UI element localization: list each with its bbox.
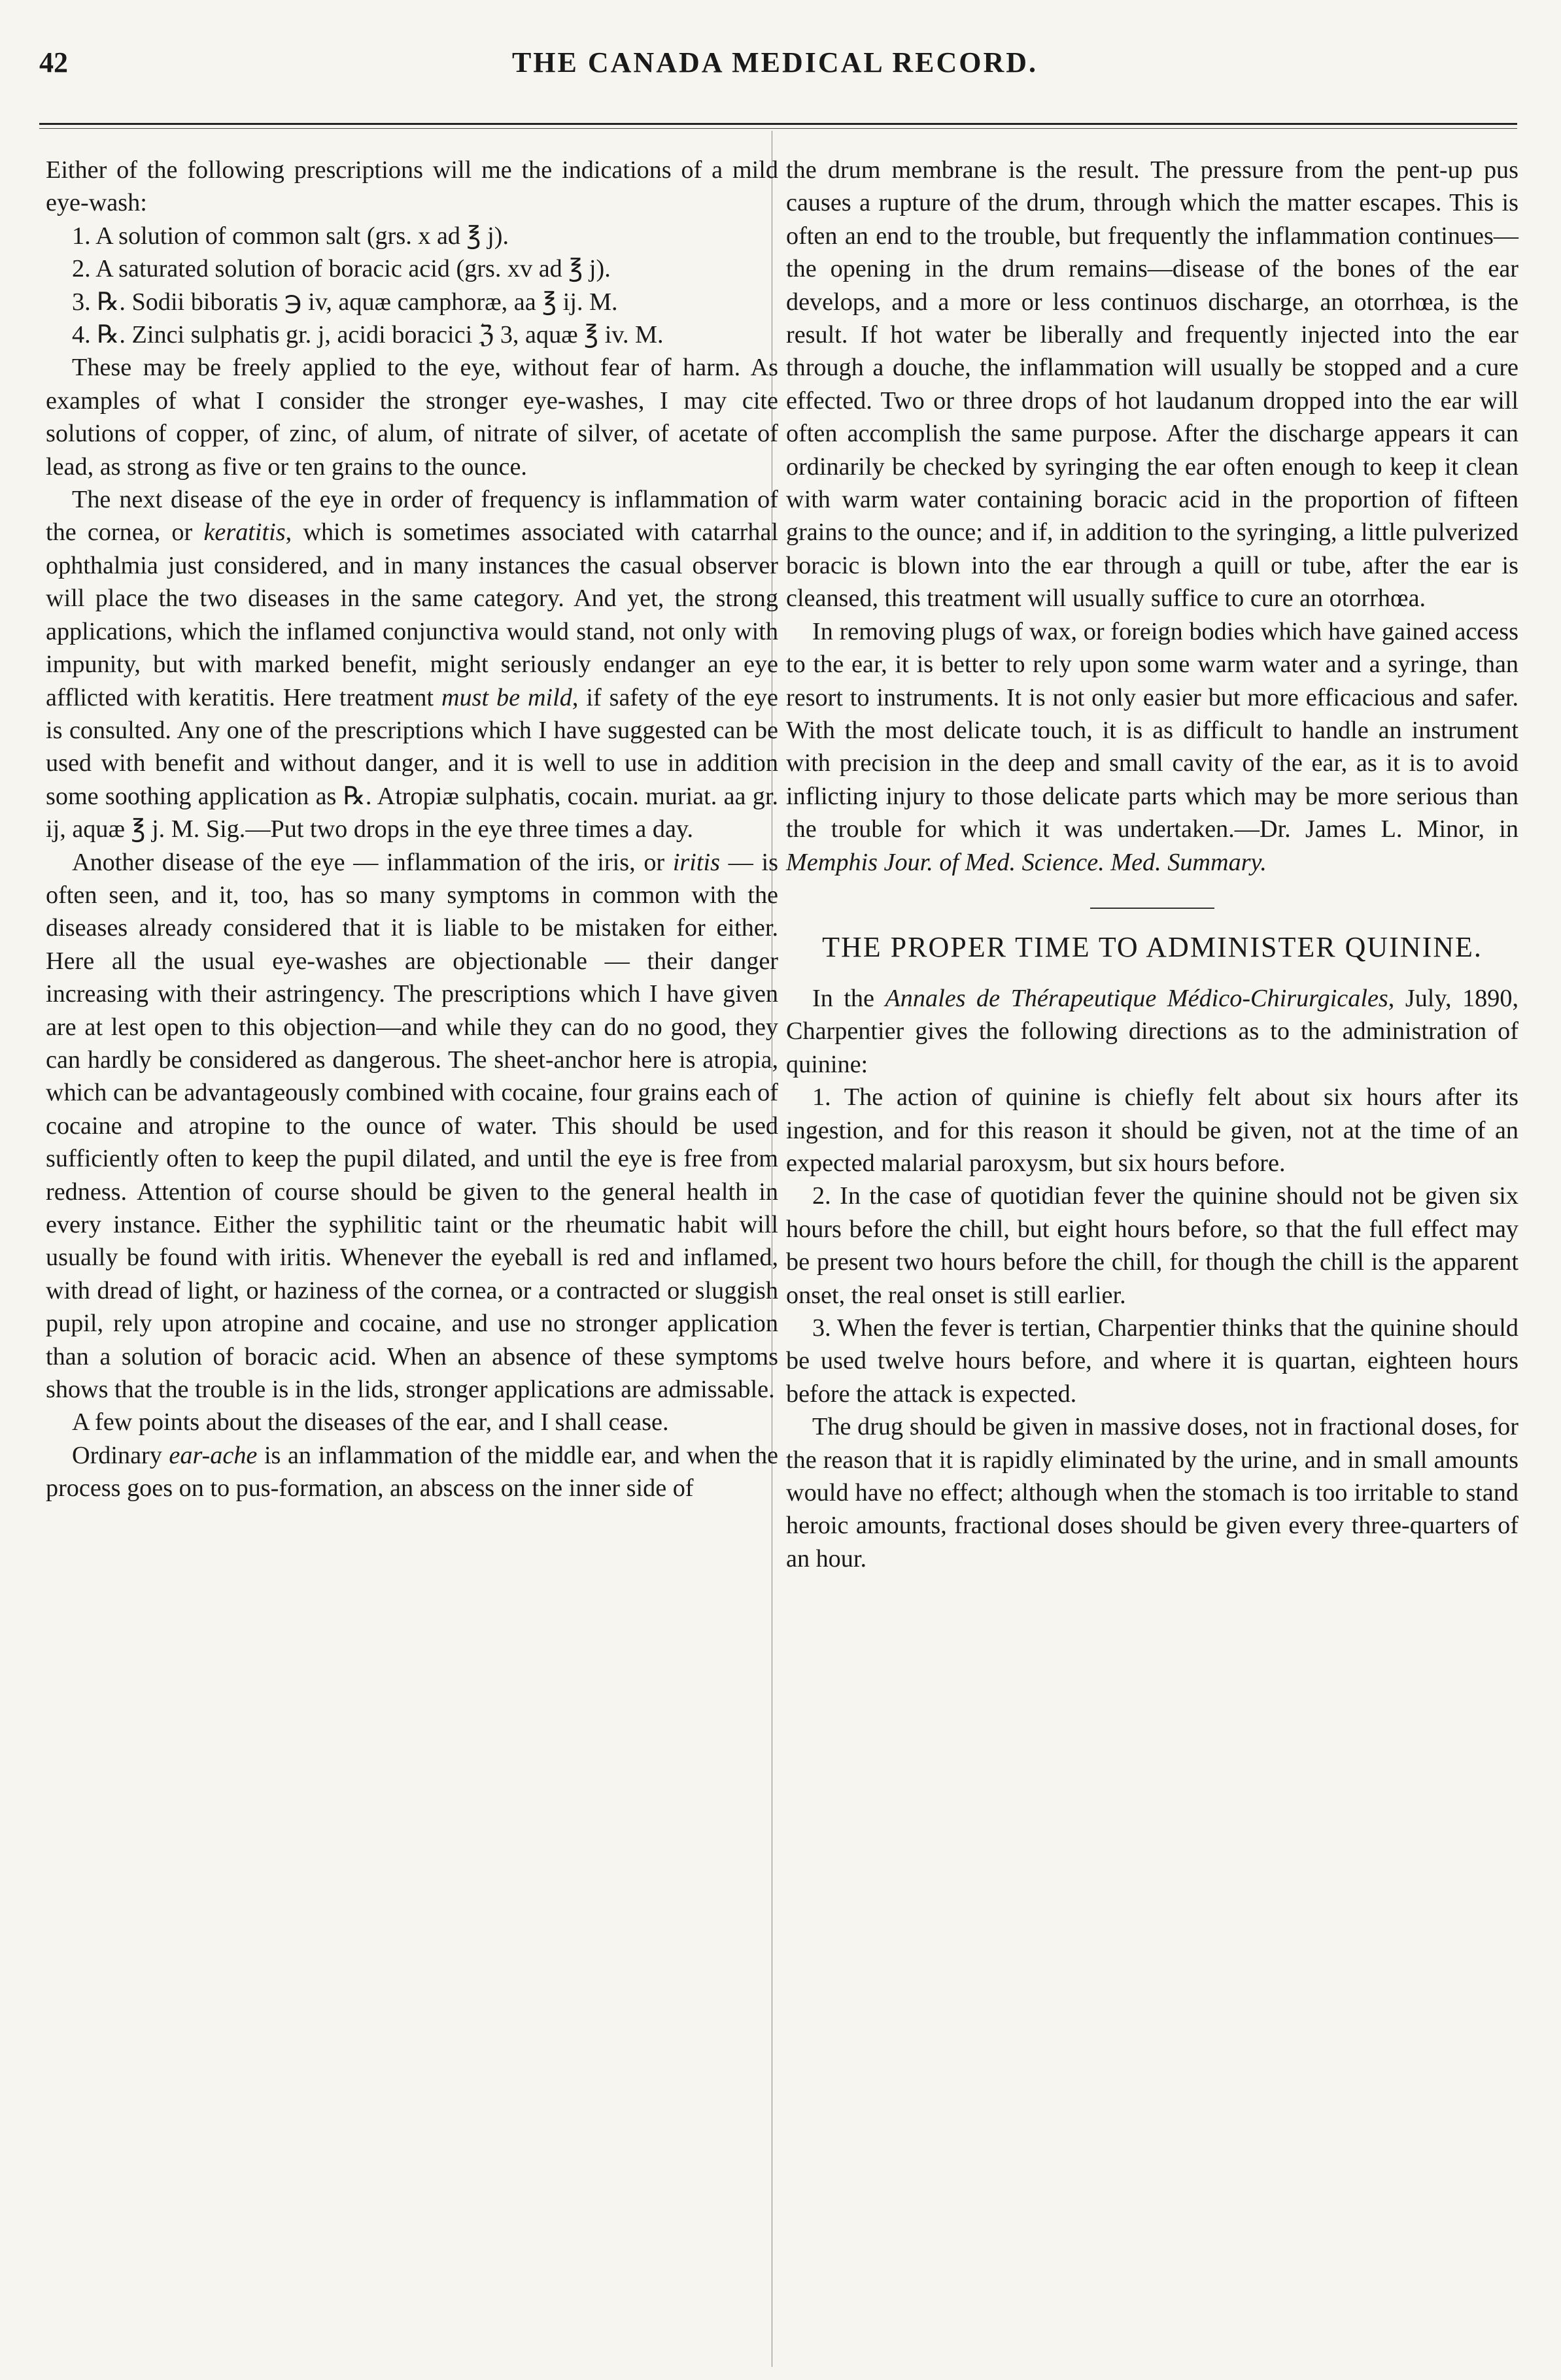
page-header [39, 46, 1511, 85]
paragraph: A few points about the diseases of the ear, and I shall cease. [72, 1408, 669, 1436]
term-iritis: iritis [672, 848, 720, 876]
article-title: THE PROPER TIME TO ADMINISTER QUININE. [822, 930, 1483, 963]
paragraph-wax: In removing plugs of wax, or foreign bodies which have gained access to the ear, it is better to rely upon some warm water and a syringe, than resort to instruments. It is not only easier but more efficacious and safer. With the most delicate touch, it is as difficult to handle an instrument with precision in the deep and small cavity of the ear, as it is to avoid inflicting injury to those delicate parts which may be more serious than the trouble for which it was undertaken.—Dr. James L. Minor, in Memphis Jour. of Med. Science. Med. Summary. [786, 617, 1518, 876]
header-rule [39, 123, 1517, 125]
emphasis-must-be-mild: must be mild [441, 683, 572, 711]
right-column [786, 154, 1518, 1575]
prescription-item: 2. A saturated solution of boracic acid (grs. xv ad ℥ j). [72, 255, 611, 283]
term-ear-ache: ear-ache [169, 1441, 258, 1469]
paragraph: The drug should be given in massive doses, not in fractional doses, for the reason that it is rapidly eliminated by the urine, and in small amounts would have no effect; although when the stomach is too irritable to stand heroic amounts, fractional doses should be given every three-quarters of an hour. [786, 1413, 1518, 1572]
list-item: 2. In the case of quotidian fever the quinine should not be given six hours before the chill, but eight hours before, so that the full effect may be present two hours before the chill, for though the chill is the apparent onset, the real onset is still earlier. [786, 1182, 1518, 1309]
prescription-item: 4. ℞. Zinci sulphatis gr. j, acidi boracici ℨ 3, aquæ ℥ iv. M. [72, 321, 664, 349]
section-divider [1090, 908, 1214, 909]
paragraph-iritis: Another disease of the eye — inflammation of the iris, or iritis — is often seen, and it, too, has so many symptoms in common with the diseases already considered that it is liable to be mistaken for either. Here all the usual eye-washes are objectionable — their danger increasing with their astringency. The prescriptions which I have given are at lest open to this objection—and while they can do no good, they can hardly be considered as dangerous. The sheet-anchor here is atropia, which can be advantageously combined with cocaine, four grains each of cocaine and atropine to the ounce of water. This should be used sufficiently often to keep the pupil dilated, and until the eye is free from redness. Attention of course should be given to the general health in every instance. Either the syphilitic taint or the rheumatic habit will usually be found with iritis. Whenever the eyeball is red and inflamed, with dread of light, or haziness of the cornea, or a contracted or sluggish pupil, rely upon atropine and cocaine, and use no stronger application than a solution of boracic acid. When an absence of these symptoms shows that the trouble is in the lids, stronger applications are admissable. [46, 848, 778, 1404]
list-item: 3. When the fever is tertian, Charpentier thinks that the quinine should be used twelve hours before, and where it is quartan, eighteen hours before the attack is expected. [786, 1314, 1518, 1408]
journal-name: Annales de Thérapeutique Médico-Chirurgicales [885, 984, 1388, 1012]
paragraph: These may be freely applied to the eye, without fear of harm. As examples of what I consider the stronger eye-washes, I may cite solutions of copper, of zinc, of alum, of nitrate of silver, of acetate of lead, as strong as five or ten grains to the ounce. [46, 354, 778, 481]
prescription-item: 3. ℞. Sodii biboratis ℈ iv, aquæ camphoræ, aa ℥ ij. M. [72, 288, 618, 316]
paragraph: Either of the following prescriptions will me the indications of a mild eye-wash: [46, 156, 778, 217]
paragraph-ear-ache: Ordinary ear-ache is an inflammation of the middle ear, and when the process goes on to pus-formation, an abscess on the inner side of [46, 1441, 778, 1503]
list-item: 1. The action of quinine is chiefly felt about six hours after its ingestion, and for this reason it should be given, not at the time of an expected malarial paroxysm, but six hours before. [786, 1083, 1518, 1177]
term-keratitis: keratitis [203, 518, 286, 547]
paragraph-keratitis: The next disease of the eye in order of frequency is inflammation of the cornea, or keratitis, which is sometimes associated with catarrhal ophthalmia just considered, and in many instances the casual observer will place the two diseases in the same category. And yet, the strong applications, which the inflamed conjunctiva would stand, not only with impunity, but with marked benefit, might seriously endanger an eye afflicted with keratitis. Here treatment must be mild, if safety of the eye is consulted. Any one of the prescriptions which I have suggested can be used with benefit and without danger, and it is well to use in addition some soothing application as ℞. Atropiæ sulphatis, cocain. muriat. aa gr. ij, aquæ ℥ j. M. Sig.—Put two drops in the eye three times a day. [46, 486, 779, 843]
paragraph: the drum membrane is the result. The pressure from the pent-up pus causes a rupture of the drum, through which the matter escapes. This is often an end to the trouble, but frequently the inflammation continues—the opening in the drum remains—disease of the bones of the ear develops, and a more or less continuos discharge, an otorrhœa, is the result. If hot water be liberally and frequently injected into the ear through a douche, the inflammation will usually be stopped and a cure effected. Two or three drops of hot laudanum dropped into the ear will often accomplish the same purpose. After the discharge appears it can ordinarily be checked by syringing the ear often enough to keep it clean with warm water containing boracic acid in the proportion of fifteen grains to the ounce; and if, in addition to the syringing, a little pulverized boracic is blown into the ear through a quill or tube, after the ear is cleansed, this treatment will usually suffice to cure an otorrhœa. [786, 156, 1518, 613]
running-title: THE CANADA MEDICAL RECORD. [511, 46, 1038, 78]
source-citation: Med. Summary. [1110, 848, 1267, 876]
left-column [46, 154, 778, 1505]
page-number: 42 [39, 46, 68, 78]
header-rule-thin [39, 128, 1517, 129]
paragraph-intro: In the Annales de Thérapeutique Médico-Chirurgicales, July, 1890, Charpentier gives the following directions as to the administration of quinine: [786, 984, 1518, 1078]
prescription-item: 1. A solution of common salt (grs. x ad ℥ j). [72, 222, 509, 250]
source-citation: Memphis Jour. of Med. Science. [786, 848, 1105, 876]
